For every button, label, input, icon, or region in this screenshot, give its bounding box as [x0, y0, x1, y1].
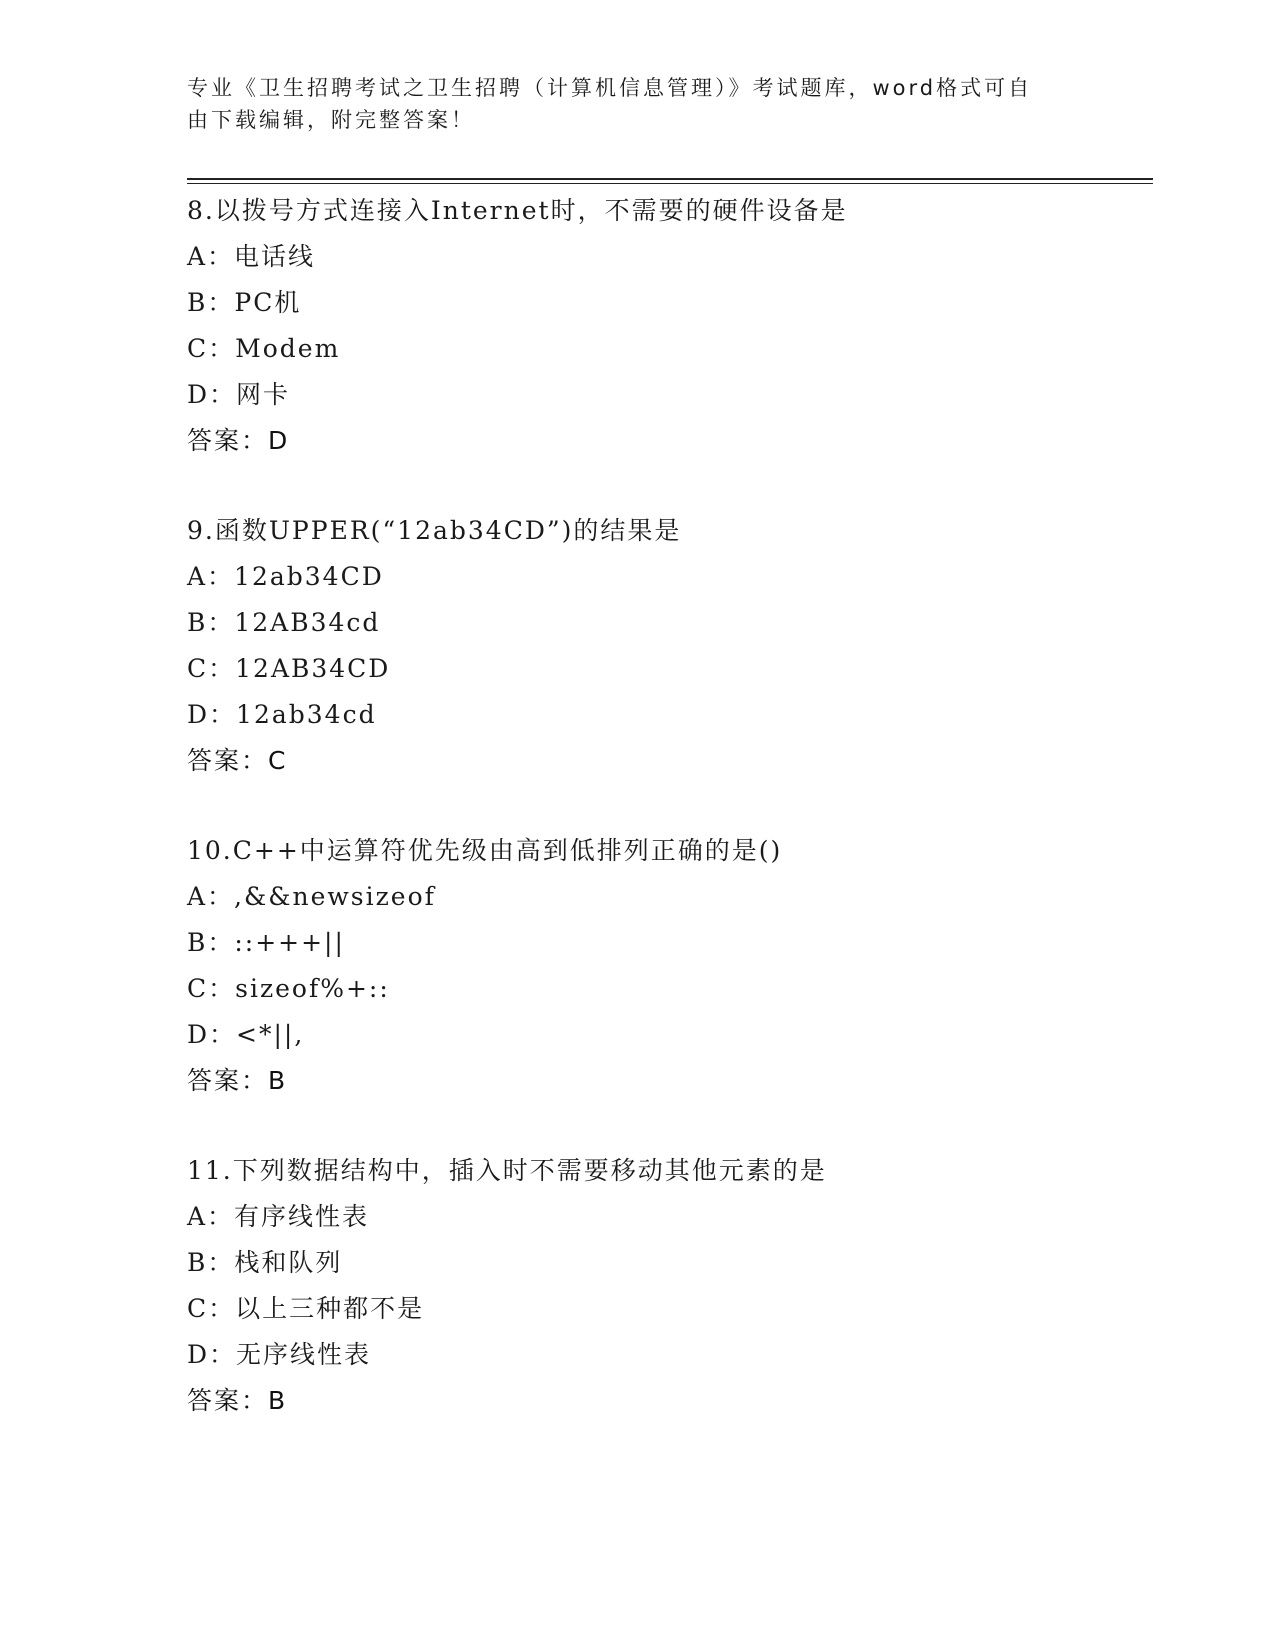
option-d: D：12ab34cd: [187, 700, 377, 729]
document-header: [187, 72, 1087, 136]
question-11: [187, 1148, 1147, 1424]
option-b: B：PC机: [187, 288, 302, 317]
question-stem: 11.下列数据结构中，插入时不需要移动其他元素的是: [187, 1156, 827, 1185]
header-divider-top: [187, 178, 1153, 180]
option-c: C：Modem: [187, 334, 341, 363]
question-8: [187, 188, 1147, 464]
header-line-2: 由下载编辑，附完整答案！: [187, 108, 475, 132]
option-d: D：网卡: [187, 380, 291, 409]
option-c: C：以上三种都不是: [187, 1294, 425, 1323]
option-c: C：12AB34CD: [187, 654, 391, 683]
option-d: D：<*||,: [187, 1020, 305, 1049]
option-b: B：::+++||: [187, 928, 345, 957]
option-b: B：栈和队列: [187, 1248, 343, 1277]
question-stem: 8.以拨号方式连接入Internet时，不需要的硬件设备是: [187, 196, 848, 225]
question-stem: 10.C++中运算符优先级由高到低排列正确的是(): [187, 836, 783, 865]
answer-line: 答案：B: [187, 1386, 288, 1415]
option-d: D：无序线性表: [187, 1340, 372, 1369]
question-9: [187, 508, 1147, 784]
option-c: C：sizeof%+::: [187, 974, 390, 1003]
option-b: B：12AB34cd: [187, 608, 381, 637]
question-stem: 9.函数UPPER(“12ab34CD”)的结果是: [187, 516, 682, 545]
option-a: A：12ab34CD: [187, 562, 384, 591]
answer-line: 答案：D: [187, 426, 290, 455]
option-a: A：,&&newsizeof: [187, 882, 436, 911]
option-a: A：有序线性表: [187, 1202, 370, 1231]
option-a: A：电话线: [187, 242, 316, 271]
question-10: [187, 828, 1147, 1104]
header-divider-bottom: [187, 183, 1153, 184]
header-line-1: 专业《卫生招聘考试之卫生招聘（计算机信息管理）》考试题库，word格式可自: [187, 76, 1033, 100]
answer-line: 答案：B: [187, 1066, 288, 1095]
answer-line: 答案：C: [187, 746, 288, 775]
